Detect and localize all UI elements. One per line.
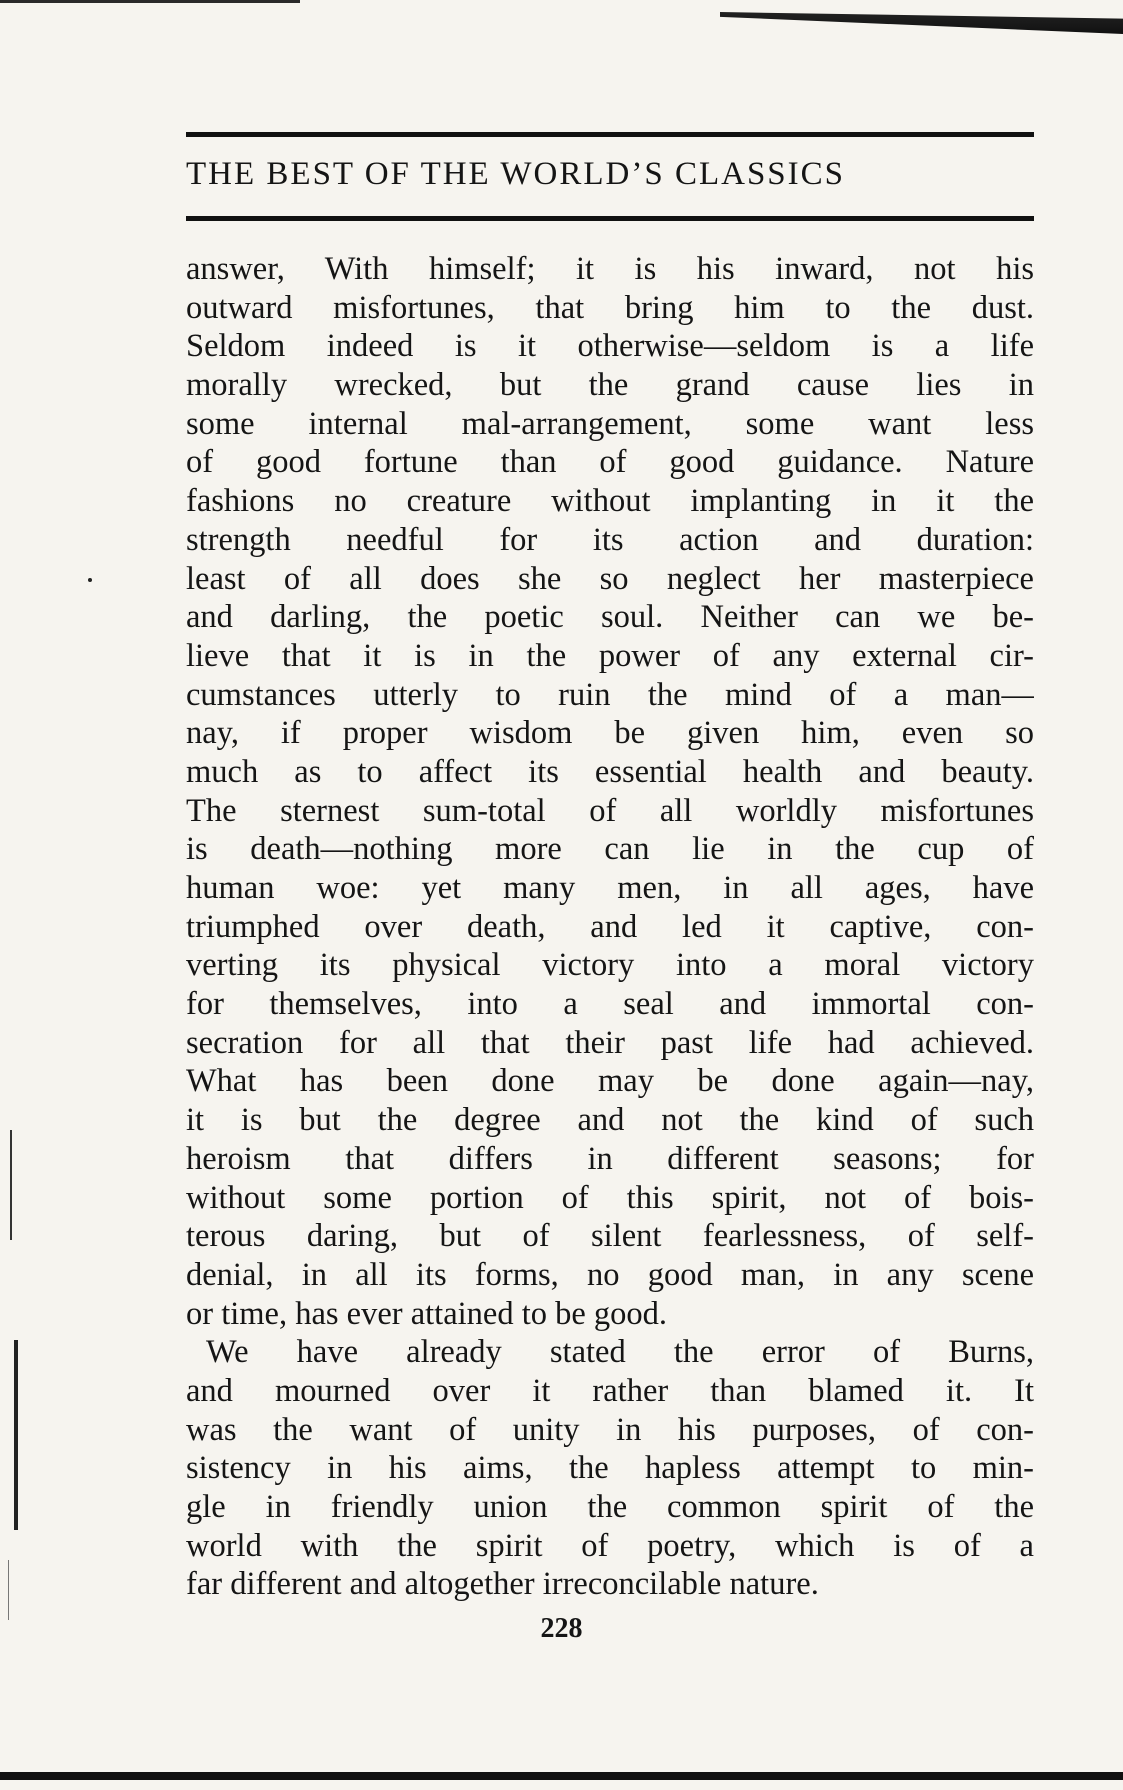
- text-line: morally wrecked, but the grand cause lies in: [186, 367, 1034, 404]
- text-line: verting its physical victory into a moral victory: [186, 947, 1034, 984]
- text-line: answer, With himself; it is his inward, not his: [186, 251, 1034, 287]
- text-line: much as to affect its essential health and beauty.: [186, 753, 1034, 790]
- paragraph-2: [186, 1333, 1034, 1604]
- text-line: was the want of unity in his purposes, of con-: [186, 1411, 1034, 1448]
- text-line: without some portion of this spirit, not of bois-: [186, 1179, 1034, 1216]
- scan-edge-shadow: [720, 12, 1123, 34]
- text-line: for themselves, into a seal and immortal con-: [186, 986, 1034, 1023]
- scan-bottom-edge: [0, 1772, 1123, 1780]
- scan-edge-line: [0, 0, 300, 3]
- paragraph-1: [186, 250, 1034, 1333]
- body-text: [186, 250, 1034, 1604]
- text-line: of good fortune than of good guidance. Nature: [186, 444, 1034, 481]
- text-line: fashions no creature without implanting in it the: [186, 483, 1034, 520]
- text-line: it is but the degree and not the kind of such: [186, 1102, 1034, 1139]
- text-line: gle in friendly union the common spirit of the: [186, 1489, 1034, 1525]
- running-head: THE BEST OF THE WORLD’S CLASSICS: [186, 156, 845, 192]
- margin-mark: [10, 1130, 12, 1240]
- text-line: least of all does she so neglect her masterpiece: [186, 560, 1034, 597]
- page-number: 228: [540, 1613, 583, 1644]
- text-line: outward misfortunes, that bring him to the dust.: [186, 289, 1034, 326]
- text-line: secration for all that their past life had achieved.: [186, 1024, 1034, 1061]
- text-line: lieve that it is in the power of any external cir-: [186, 637, 1034, 674]
- text-line: triumphed over death, and led it captive, con-: [186, 908, 1034, 945]
- text-line: and mourned over it rather than blamed it. It: [186, 1372, 1034, 1409]
- text-line: some internal mal-arrangement, some want less: [186, 405, 1034, 442]
- text-line: strength needful for its action and duration:: [186, 521, 1034, 558]
- text-line: heroism that differs in different seasons; for: [186, 1140, 1034, 1177]
- text-line: Seldom indeed is it otherwise—seldom is a life: [186, 328, 1034, 365]
- text-line: sistency in his aims, the hapless attempt to min-: [186, 1450, 1034, 1487]
- text-line: nay, if proper wisdom be given him, even so: [186, 715, 1034, 752]
- text-line: human woe: yet many men, in all ages, have: [186, 870, 1034, 906]
- text-line: world with the spirit of poetry, which is of a: [186, 1527, 1034, 1564]
- text-line: terous daring, but of silent fearlessness, of self-: [186, 1218, 1034, 1255]
- text-line: is death—nothing more can lie in the cup of: [186, 831, 1034, 868]
- header-rule-bottom: [186, 216, 1034, 221]
- text-line: or time, has ever attained to be good.: [186, 1295, 668, 1332]
- text-line: The sternest sum-total of all worldly misfortunes: [186, 792, 1034, 829]
- margin-dot: [88, 578, 92, 582]
- text-line: cumstances utterly to ruin the mind of a man—: [186, 676, 1034, 713]
- text-line: We have already stated the error of Burns,: [206, 1334, 1034, 1371]
- margin-mark: [14, 1340, 18, 1530]
- margin-mark: [8, 1560, 9, 1620]
- text-line: far different and altogether irreconcilable nature.: [186, 1566, 819, 1603]
- text-line: What has been done may be done again—nay,: [186, 1063, 1034, 1100]
- text-line: and darling, the poetic soul. Neither can we be-: [186, 599, 1034, 636]
- header-rule-top: [186, 132, 1034, 137]
- text-line: denial, in all its forms, no good man, in any scene: [186, 1256, 1034, 1293]
